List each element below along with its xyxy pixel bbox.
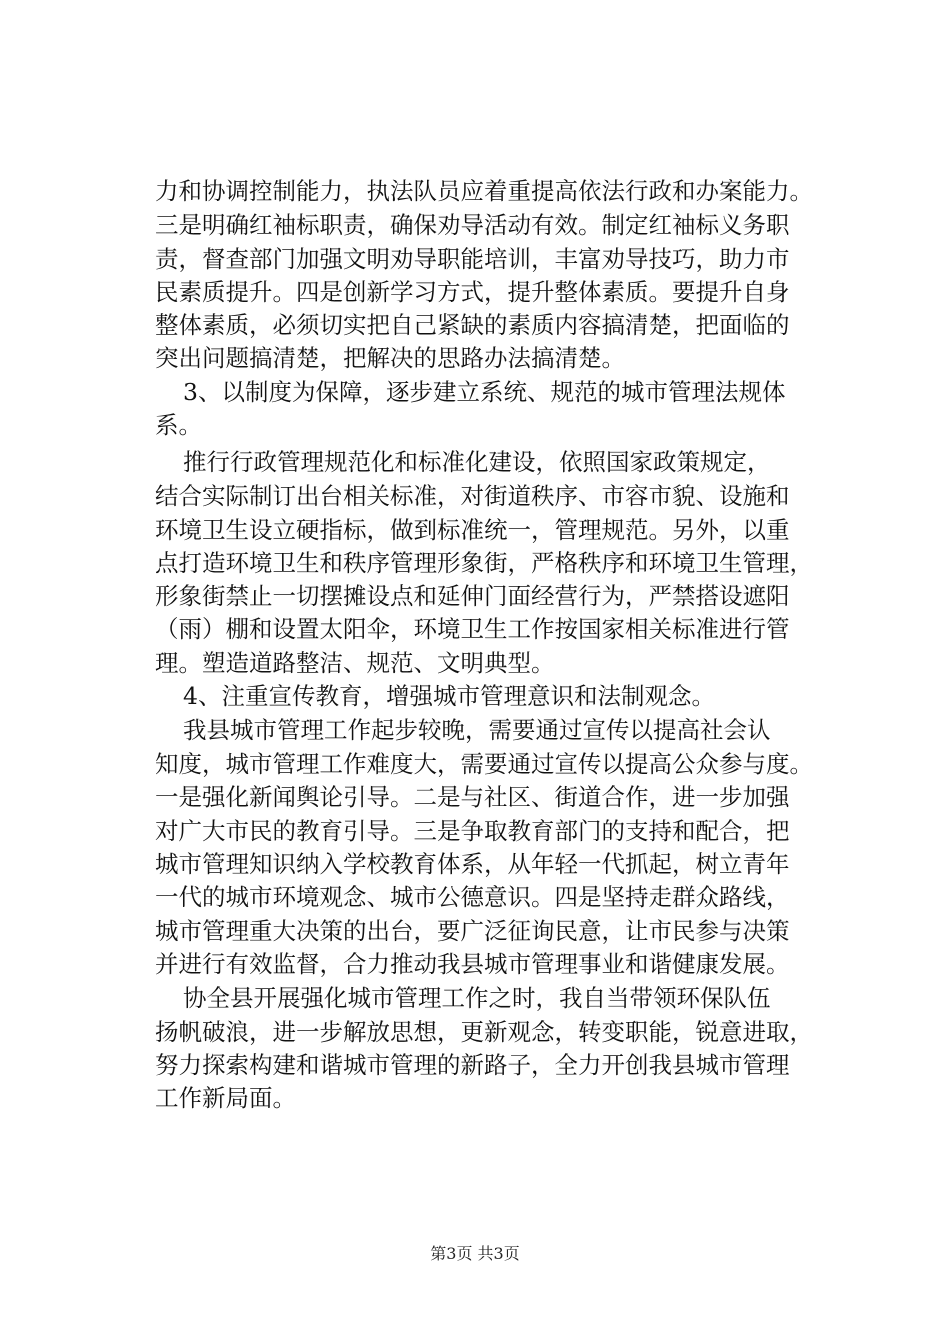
text-line-content: 城市管理重大决策的出台，要广泛征询民意，让市民参与决策 <box>155 917 790 945</box>
text-line-content: 我县城市管理工作起步较晚，需要通过宣传以提高社会认 <box>183 716 771 744</box>
text-line-content: 整体素质，必须切实把自己紧缺的素质内容搞清楚，把面临的 <box>155 311 790 339</box>
text-line <box>0 405 950 445</box>
text-line-content: （雨）棚和设置太阳伞，环境卫生工作按国家相关标准进行管 <box>155 615 790 643</box>
text-line-content: 协全县开展强化城市管理工作之时，我自当带领环保队伍 <box>183 984 771 1012</box>
text-line-content: 三是明确红袖标职责，确保劝导活动有效。制定红袖标义务职 <box>155 211 790 239</box>
text-line-content: 形象街禁止一切摆摊设点和延伸门面经营行为，严禁搭设遮阳 <box>155 582 790 610</box>
text-line-content: 结合实际制订出台相关标准，对街道秩序、市容市貌、设施和 <box>155 482 790 510</box>
text-line-content: 力和协调控制能力，执法队员应着重提高依法行政和办案能力。 <box>155 177 813 205</box>
text-line-content: 扬帆破浪，进一步解放思想，更新观念，转变职能，锐意进取， <box>155 1018 813 1046</box>
text-line-content: 突出问题搞清楚，把解决的思路办法搞清楚。 <box>155 344 625 372</box>
text-line-content: 并进行有效监督，合力推动我县城市管理事业和谐健康发展。 <box>155 950 790 978</box>
text-line-content: 知度，城市管理工作难度大，需要通过宣传以提高公众参与度。 <box>155 750 813 778</box>
text-line-content: 理。塑造道路整洁、规范、文明典型。 <box>155 649 555 677</box>
text-line-content: 努力探索构建和谐城市管理的新路子，全力开创我县城市管理 <box>155 1051 790 1079</box>
text-line-content: 系。 <box>155 411 202 439</box>
text-line-content: 推行行政管理规范化和标准化建设，依照国家政策规定， <box>183 448 771 476</box>
section-heading-content: 3、以制度为保障，逐步建立系统、规范的城市管理法规体 <box>183 378 786 406</box>
section-heading-content: 4、注重宣传教育，增强城市管理意识和法制观念。 <box>183 682 715 710</box>
text-line-content: 一代的城市环境观念、城市公德意识。四是坚持走群众路线， <box>155 883 790 911</box>
text-line-content: 对广大市民的教育引导。三是争取教育部门的支持和配合，把 <box>155 817 790 845</box>
text-line-content: 一是强化新闻舆论引导。二是与社区、街道合作，进一步加强 <box>155 783 790 811</box>
text-line-content: 民素质提升。四是创新学习方式，提升整体素质。要提升自身 <box>155 278 790 306</box>
text-line-content: 环境卫生设立硬指标，做到标准统一，管理规范。另外，以重 <box>155 516 790 544</box>
text-line-content: 责，督查部门加强文明劝导职能培训，丰富劝导技巧，助力市 <box>155 245 790 273</box>
text-line-content: 城市管理知识纳入学校教育体系，从年轻一代抓起，树立青年 <box>155 850 790 878</box>
text-line-content: 工作新局面。 <box>155 1084 296 1112</box>
text-line <box>0 1078 950 1118</box>
text-line-content: 点打造环境卫生和秩序管理形象街，严格秩序和环境卫生管理， <box>155 549 813 577</box>
page-footer: 第3页 共3页 <box>430 1244 520 1263</box>
